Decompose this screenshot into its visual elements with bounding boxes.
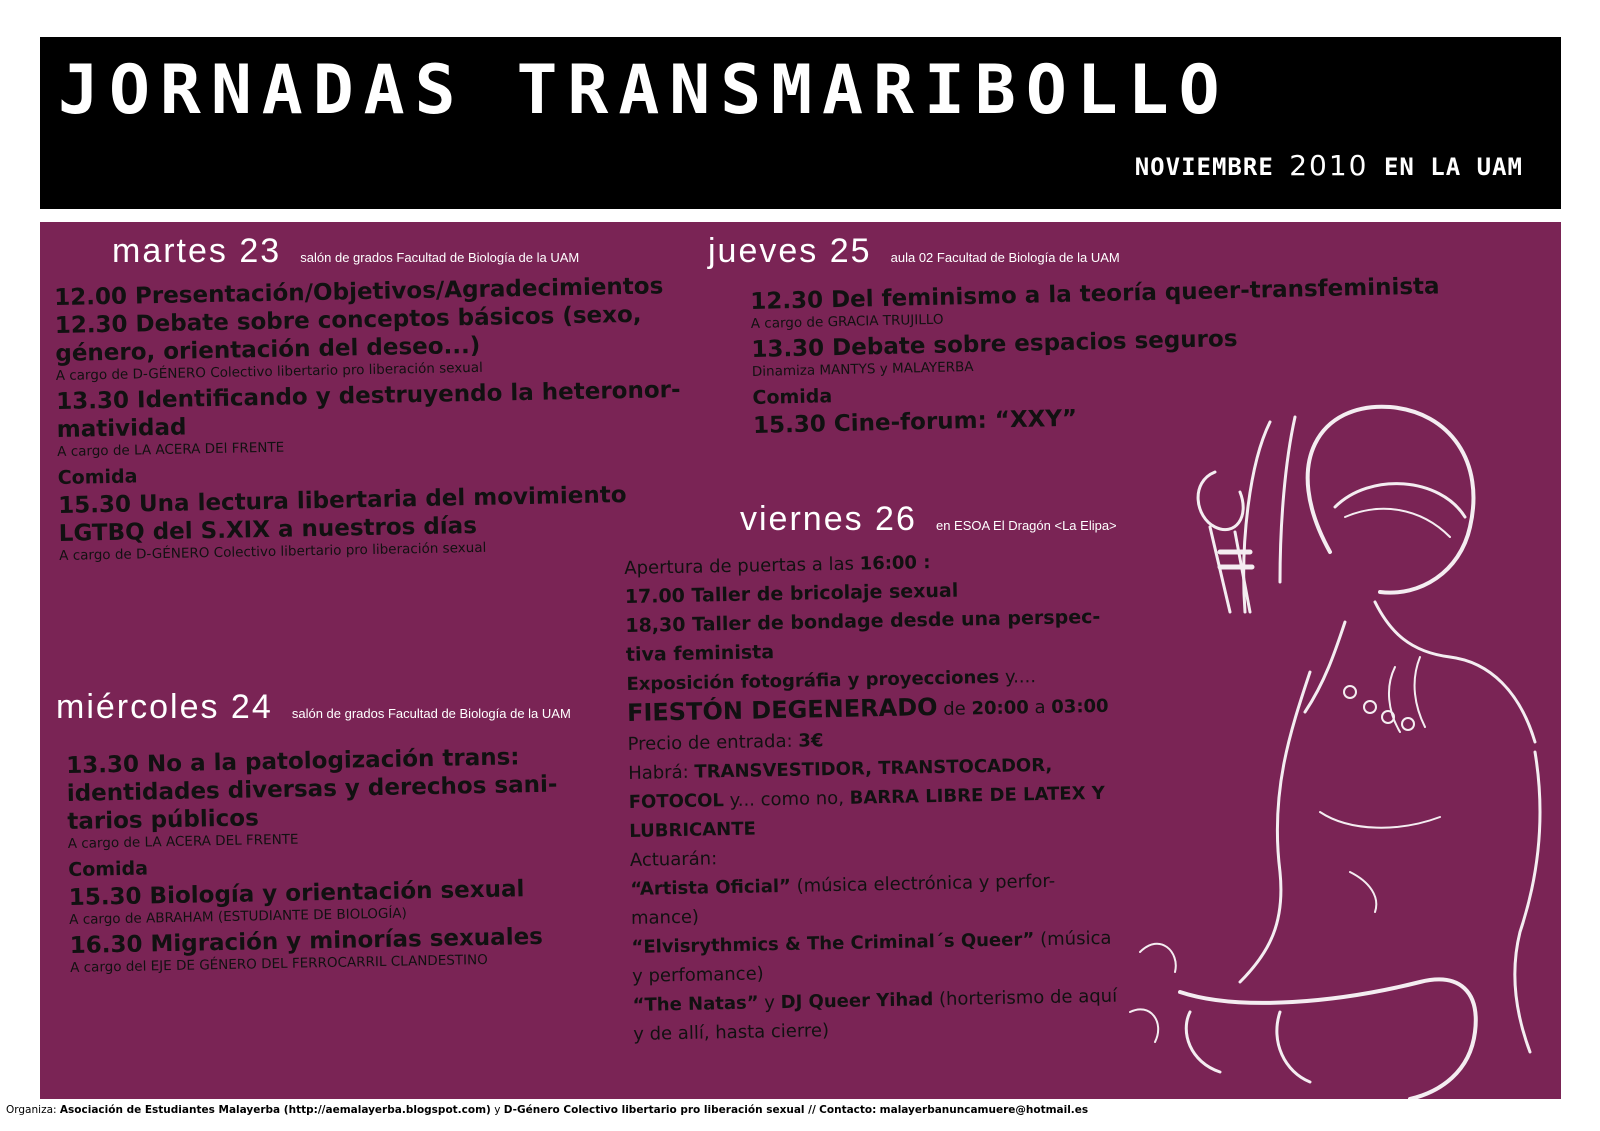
event-host: A cargo de D-GÉNERO Colectivo libertario pro liberación sexual: [59, 539, 487, 564]
footer-credits: [6, 1104, 1088, 1116]
day-name: martes 23: [112, 232, 282, 270]
habra-line: [628, 750, 1120, 846]
event-title: 13.30 Debate sobre espacios seguros: [751, 325, 1238, 363]
day-venue: salón de grados Facultad de Biología de la UAM: [300, 250, 580, 265]
day-header-wednesday: [56, 688, 571, 727]
act-3: [632, 982, 1123, 1049]
act-3-desc: (horterismo de aquí y de allí, hasta cierre): [633, 985, 1118, 1045]
act-1-desc: (música electrónica y perfor-mance): [630, 870, 1056, 929]
party-de: de: [943, 698, 966, 720]
price-label: Precio de entrada:: [627, 730, 793, 755]
event-host: A cargo de ABRAHAM (ESTUDIANTE DE BIOLOGÍA): [69, 905, 408, 928]
footer-org: Asociación de Estudiantes Malayerba (http://aemalayerba.blogspot.com): [59, 1104, 491, 1116]
schedule-thursday: [750, 272, 1453, 440]
event-host: A cargo de GRACIA TRUJILLO: [750, 311, 944, 332]
day-name: viernes 26: [740, 500, 917, 538]
habra-mid: y... como no,: [729, 787, 845, 812]
party-end: 03:00: [1051, 695, 1109, 718]
opening-time: 16:00 :: [859, 552, 931, 575]
footer-email: malayerbanuncamuere@hotmail.es: [879, 1104, 1089, 1116]
footer-coorg: D-Género Colectivo libertario pro liberación sexual //: [503, 1104, 816, 1116]
event-title: 16.30 Migración y minorías sexuales: [69, 923, 544, 959]
poster-header: [40, 37, 1561, 209]
party-a: a: [1034, 696, 1046, 719]
act-3-y: y: [764, 992, 776, 1014]
party-name: FIESTÓN DEGENERADO: [626, 693, 938, 727]
event-title: 12.30 Debate sobre conceptos básicos (sexo, género, orientación del deseo...): [54, 301, 642, 367]
subtitle-year: 2010: [1289, 149, 1369, 182]
price-value: 3€: [798, 730, 824, 752]
poster-title: JORNADAS TRANSMARIBOLLO: [58, 51, 1230, 130]
act-2: [631, 924, 1122, 991]
workshop-2: 18,30 Taller de bondage desde una perspec-tiva feminista: [625, 605, 1101, 666]
day-venue: salón de grados Facultad de Biología de la UAM: [291, 706, 571, 721]
event-host: A cargo de D-GÉNERO Colectivo libertario pro liberación sexual: [55, 359, 483, 384]
event-host: A cargo de LA ACERA DEL FRENTE: [67, 831, 299, 852]
act-2-name: “Elvisrythmics & The Criminal´s Queer”: [631, 929, 1035, 958]
act-1-name: “Artista Oficial”: [630, 875, 792, 900]
day-header-thursday: [708, 232, 1120, 271]
exhibition-tail: y....: [1004, 666, 1037, 688]
event-break: Comida: [752, 385, 833, 409]
day-venue: aula 02 Facultad de Biología de la UAM: [890, 250, 1120, 265]
act-3-name: “The Natas”: [632, 992, 759, 1016]
habra-label: Habrá:: [628, 761, 689, 784]
event-host: Dinamiza MANTYS y MALAYERBA: [751, 358, 974, 380]
event-title: 12.30 Del feminismo a la teoría queer-transfeminista: [750, 273, 1440, 315]
poster-subtitle: [1135, 149, 1523, 182]
event-host: A cargo de LA ACERA DEl FRENTE: [57, 439, 285, 460]
act-1: [630, 866, 1121, 933]
day-name: jueves 25: [708, 232, 872, 270]
opening-text: Apertura de puertas a las: [624, 553, 855, 579]
event-title: 13.30 Identificando y destruyendo la heteronor-matividad: [56, 376, 681, 443]
footer-contact-label: Contacto:: [819, 1104, 877, 1116]
event-host: A cargo del EJE DE GÉNERO DEL FERROCARRIL CLANDESTINO: [69, 951, 488, 976]
event-break: Comida: [68, 857, 149, 881]
acts-label: Actuarán:: [629, 848, 718, 871]
schedule-tuesday: [54, 272, 699, 568]
event-title: 15.30 Cine-forum: “XXY”: [752, 405, 1078, 439]
day-header-tuesday: [112, 232, 579, 271]
party-start: 20:00: [971, 697, 1029, 720]
exhibition: Exposición fotográfia y proyecciones: [626, 666, 1000, 695]
act-2-desc: (música y perfomance): [631, 927, 1112, 987]
habra-end: BARRA LIBRE DE LATEX Y LUBRICANTE: [629, 782, 1105, 842]
program-panel: [40, 222, 1561, 1099]
workshop-1: 17.00 Taller de bricolaje sexual: [624, 579, 959, 608]
subtitle-month: NOVIEMBRE: [1134, 153, 1274, 181]
subtitle-place: EN LA UAM: [1383, 153, 1523, 181]
day-name: miércoles 24: [56, 688, 273, 726]
habra-items: TRANSVESTIDOR, TRANSTOCADOR, FOTOCOL: [628, 754, 1053, 813]
schedule-wednesday: [66, 742, 580, 980]
event-title: 15.30 Biología y orientación sexual: [68, 876, 525, 911]
footer-label: Organiza:: [6, 1104, 57, 1116]
act-3-dj: DJ Queer Yihad: [780, 989, 934, 1014]
schedule-friday: [624, 545, 1123, 1049]
event-title: 13.30 No a la patologización trans: identidades diversas y derechos sani-tarios públicos: [66, 744, 558, 835]
day-venue: en ESOA El Dragón <La Elipa>: [935, 518, 1117, 533]
day-header-friday: [740, 500, 1117, 539]
event-title: 12.00 Presentación/Objetivos/Agradecimientos: [54, 273, 664, 311]
event-title: 15.30 Una lectura libertaria del movimiento LGTBQ del S.XIX a nuestros días: [58, 482, 627, 547]
event-break: Comida: [57, 465, 138, 489]
footer-y: y: [494, 1104, 501, 1116]
